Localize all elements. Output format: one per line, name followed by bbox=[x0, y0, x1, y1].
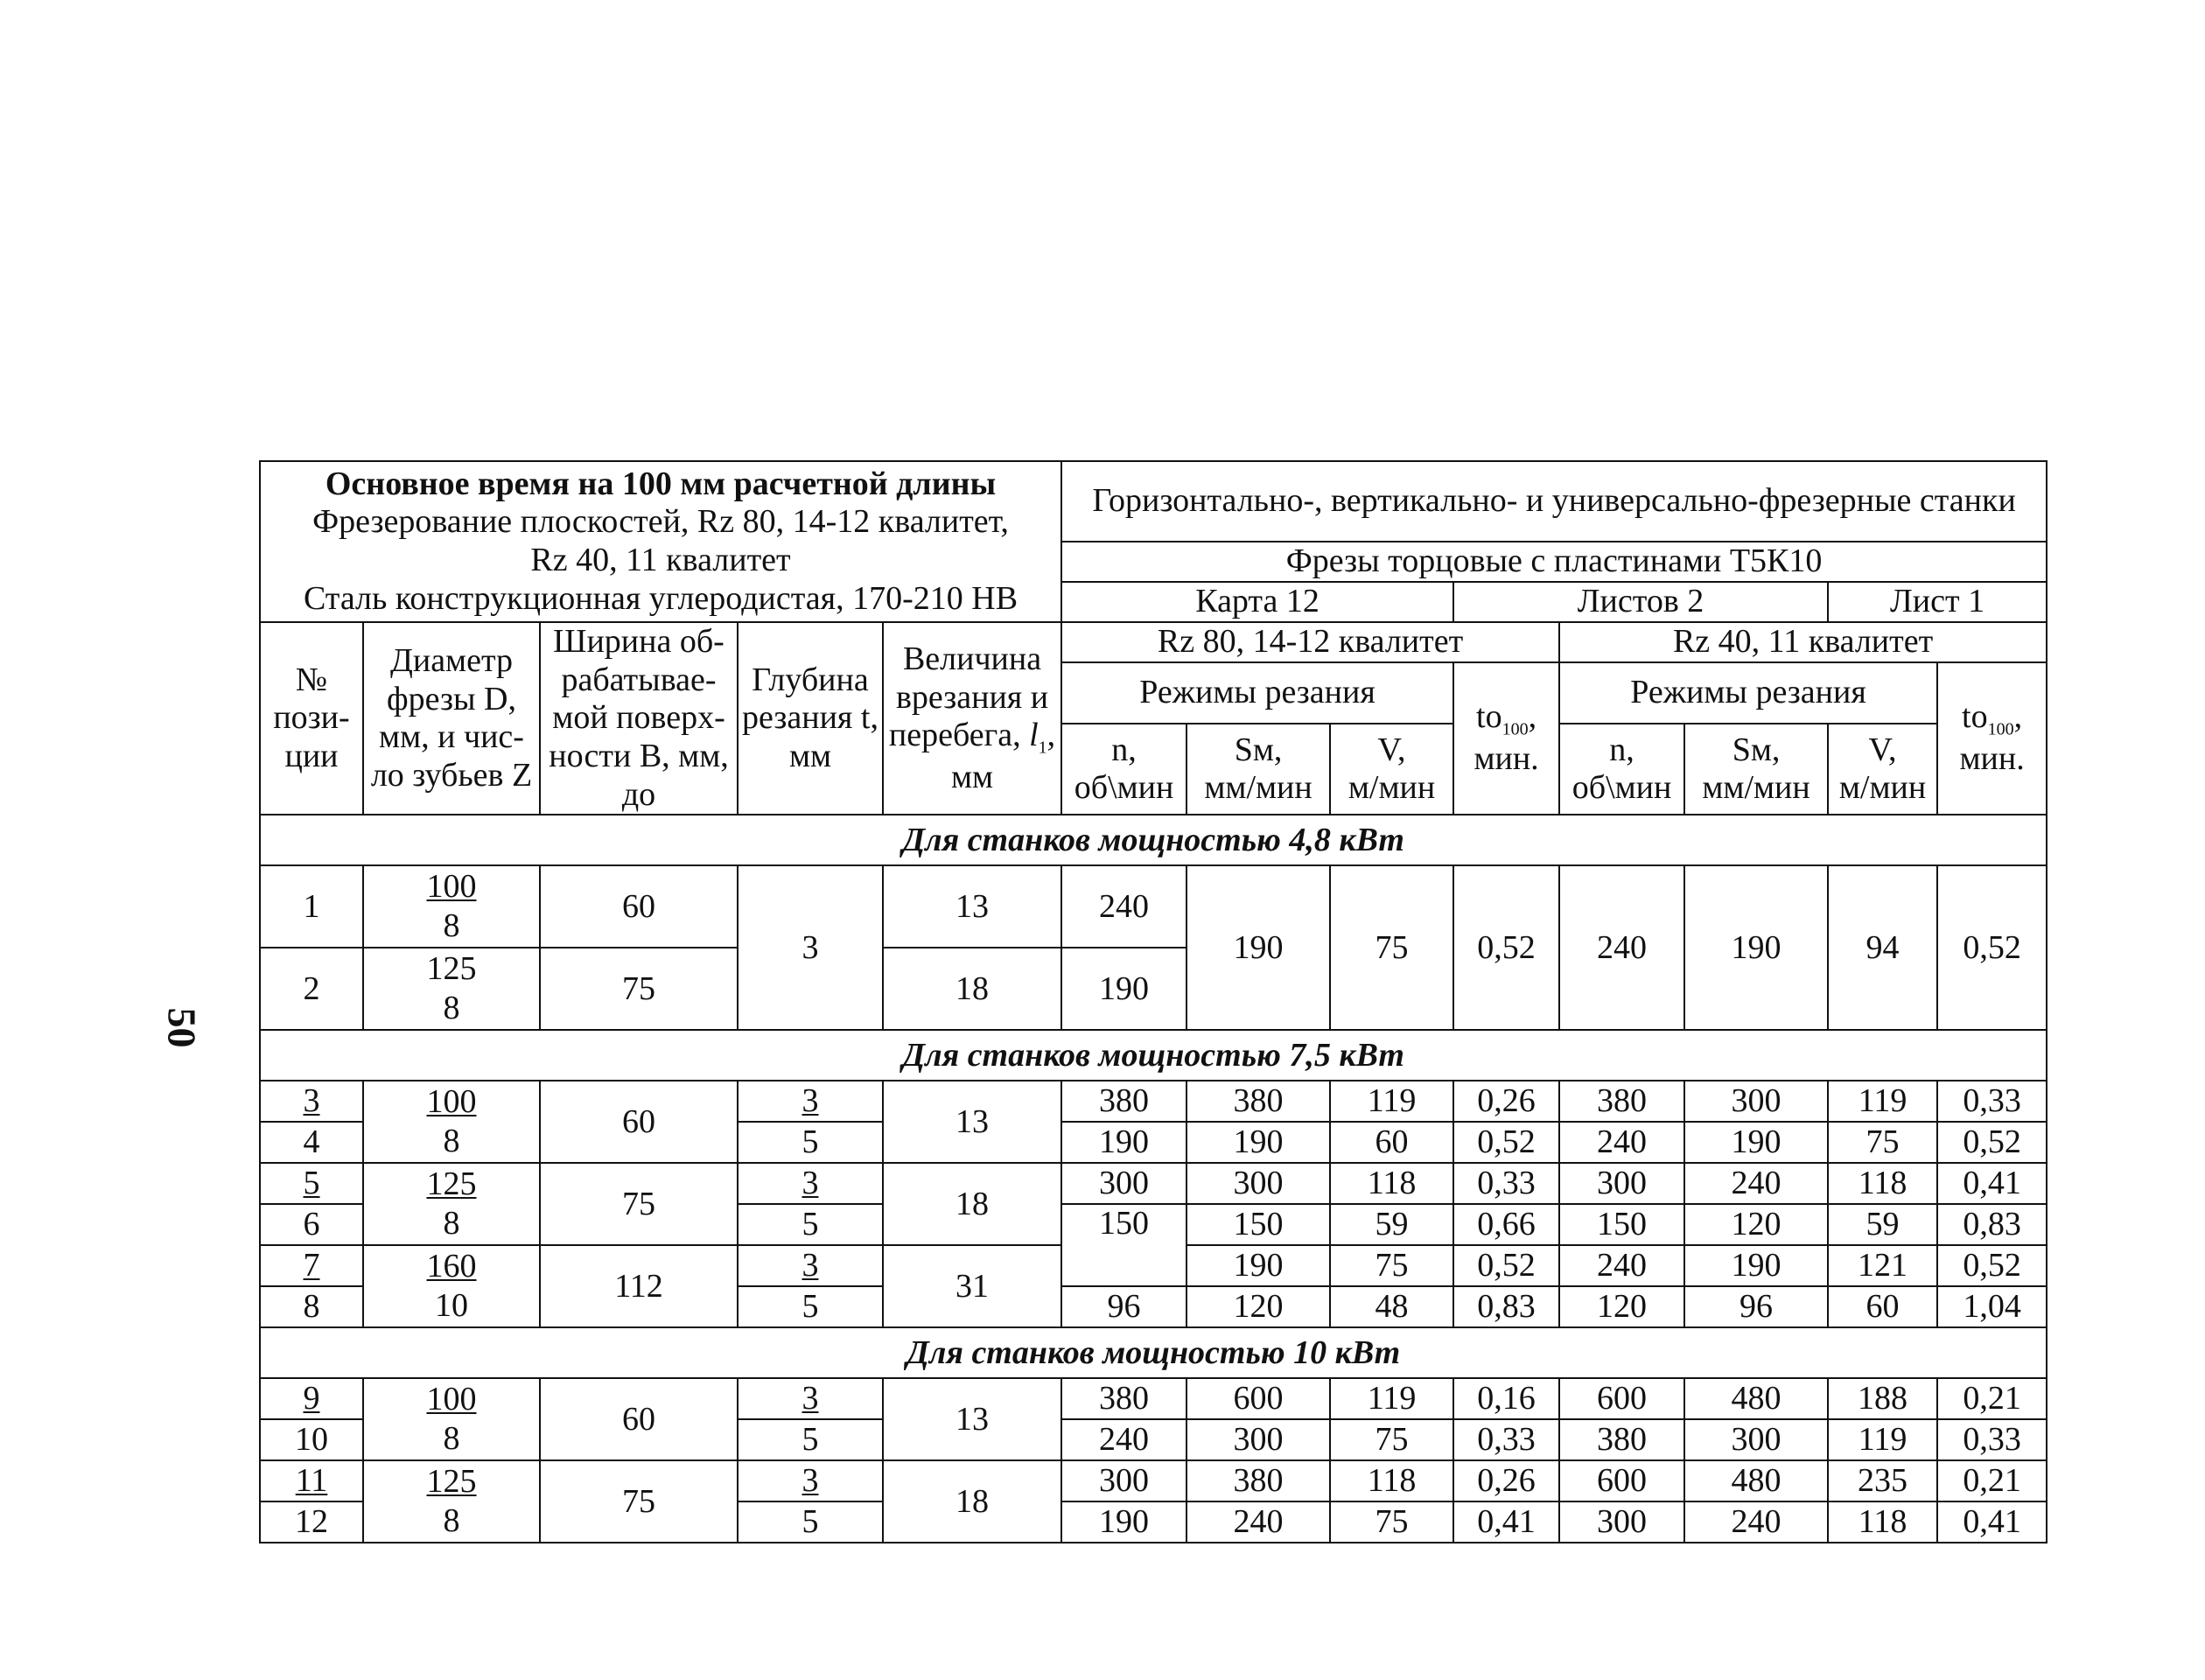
sheets-total: Листов 2 bbox=[1453, 582, 1828, 622]
table-cell: 18 bbox=[883, 1460, 1061, 1543]
table-cell: 300 bbox=[1684, 1419, 1828, 1460]
table-cell: 300 bbox=[1186, 1163, 1330, 1204]
table-cell: 60 bbox=[540, 865, 738, 948]
table-cell: 190 bbox=[1061, 1502, 1186, 1543]
table-cell: 10 bbox=[260, 1419, 363, 1460]
card-number: Карта 12 bbox=[1061, 582, 1453, 622]
table-cell: 96 bbox=[1684, 1286, 1828, 1327]
table-cell: 4 bbox=[260, 1122, 363, 1163]
table-cell: 240 bbox=[1061, 1419, 1186, 1460]
table-cell: 112 bbox=[540, 1245, 738, 1327]
n-header-rz40: n, об\мин bbox=[1559, 724, 1684, 815]
table-cell: 0,41 bbox=[1937, 1502, 2047, 1543]
table-cell: 125 8 bbox=[363, 948, 540, 1030]
table-cell: 119 bbox=[1330, 1378, 1453, 1419]
table-cell: 75 bbox=[1330, 1419, 1453, 1460]
table-cell: 300 bbox=[1186, 1419, 1330, 1460]
table-cell: 240 bbox=[1684, 1163, 1828, 1204]
table-cell: 0,52 bbox=[1937, 1122, 2047, 1163]
table-cell: 480 bbox=[1684, 1378, 1828, 1419]
table-cell: 300 bbox=[1061, 1460, 1186, 1502]
table-cell: 119 bbox=[1828, 1419, 1937, 1460]
table-cell: 0,21 bbox=[1937, 1460, 2047, 1502]
table-cell: 3 bbox=[738, 1378, 883, 1419]
table-cell: 75 bbox=[1330, 865, 1453, 1030]
table-cell: 96 bbox=[1061, 1286, 1186, 1327]
table-cell: 600 bbox=[1559, 1460, 1684, 1502]
table-cell: 75 bbox=[1330, 1502, 1453, 1543]
table-cell: 60 bbox=[540, 1378, 738, 1460]
table-cell: 240 bbox=[1061, 865, 1186, 948]
table-cell: 0,66 bbox=[1453, 1204, 1559, 1245]
table-cell: 0,52 bbox=[1937, 865, 2047, 1030]
table-cell: $\frac{100}{8}$ bbox=[363, 1378, 540, 1460]
table-cell: 75 bbox=[1330, 1245, 1453, 1286]
table-cell: 0,52 bbox=[1453, 1122, 1559, 1163]
table-cell: 5 bbox=[738, 1502, 883, 1543]
table-cell: 300 bbox=[1559, 1502, 1684, 1543]
table-title-block bbox=[260, 461, 1061, 622]
table-cell: 3 bbox=[738, 1245, 883, 1286]
table-cell: 150 bbox=[1186, 1204, 1330, 1245]
table-cell: 150 bbox=[1559, 1204, 1684, 1245]
table-cell: 190 bbox=[1186, 865, 1330, 1030]
table-cell: 240 bbox=[1559, 1122, 1684, 1163]
group-header-rz40: Rz 40, 11 квалитет bbox=[1559, 622, 2047, 662]
table-cell: 0,83 bbox=[1453, 1286, 1559, 1327]
table-cell: 12 bbox=[260, 1502, 363, 1543]
table-cell: 118 bbox=[1330, 1460, 1453, 1502]
table-cell: 300 bbox=[1061, 1163, 1186, 1204]
table-cell: 380 bbox=[1559, 1081, 1684, 1122]
table-cell: 5 bbox=[738, 1419, 883, 1460]
table-cell: 0,16 bbox=[1453, 1378, 1559, 1419]
table-cell: 31 bbox=[883, 1245, 1061, 1327]
table-cell: 190 bbox=[1684, 865, 1828, 1030]
table-cell: 0,41 bbox=[1453, 1502, 1559, 1543]
table-cell: 380 bbox=[1061, 1081, 1186, 1122]
col-header-depth: Глубина резания t, мм bbox=[738, 622, 883, 815]
table-cell: 0,83 bbox=[1937, 1204, 2047, 1245]
table-cell: 13 bbox=[883, 865, 1061, 948]
table-cell: 1 bbox=[260, 865, 363, 948]
table-cell: 75 bbox=[1828, 1122, 1937, 1163]
table-cell: 5 bbox=[260, 1163, 363, 1204]
to-header-rz80: $to_{100}$, мин. bbox=[1453, 662, 1559, 816]
table-cell: 3 bbox=[738, 1081, 883, 1122]
table-cell: 0,26 bbox=[1453, 1460, 1559, 1502]
table-cell: 5 bbox=[738, 1286, 883, 1327]
table-cell: 94 bbox=[1828, 865, 1937, 1030]
sheet-number: Лист 1 bbox=[1828, 582, 2047, 622]
table-cell: 9 bbox=[260, 1378, 363, 1419]
table-cell: 3 bbox=[738, 1460, 883, 1502]
table-cell: 3 bbox=[738, 1163, 883, 1204]
n-header-rz80: n, об\мин bbox=[1061, 724, 1186, 815]
v-header-rz80: V, м/мин bbox=[1330, 724, 1453, 815]
table-cell: 119 bbox=[1828, 1081, 1937, 1122]
table-cell: 150 bbox=[1061, 1204, 1186, 1286]
table-cell: 0,21 bbox=[1937, 1378, 2047, 1419]
table-cell: 240 bbox=[1186, 1502, 1330, 1543]
table-cell: 5 bbox=[738, 1122, 883, 1163]
table-cell: 0,33 bbox=[1453, 1163, 1559, 1204]
table-cell: 0,52 bbox=[1453, 1245, 1559, 1286]
modes-header-rz40: Режимы резания bbox=[1559, 662, 1937, 724]
sm-header-rz40: Sм, мм/мин bbox=[1684, 724, 1828, 815]
table-cell: 121 bbox=[1828, 1245, 1937, 1286]
table-cell: 380 bbox=[1186, 1081, 1330, 1122]
table-cell: 380 bbox=[1186, 1460, 1330, 1502]
table-cell: 118 bbox=[1330, 1163, 1453, 1204]
cutters-label: Фрезы торцовые с пластинами Т5К10 bbox=[1061, 542, 2047, 582]
table-cell: 190 bbox=[1186, 1245, 1330, 1286]
table-cell: 75 bbox=[540, 948, 738, 1030]
table-cell: 8 bbox=[260, 1286, 363, 1327]
section-header-10kw: Для станков мощностью 10 кВт bbox=[260, 1327, 2047, 1378]
table-cell: 190 bbox=[1061, 948, 1186, 1030]
title-line-4: Сталь конструкционная углеродистая, 170-210 HB bbox=[303, 579, 1018, 617]
table-cell: 190 bbox=[1684, 1245, 1828, 1286]
table-cell: 60 bbox=[1330, 1122, 1453, 1163]
table-cell: 480 bbox=[1684, 1460, 1828, 1502]
table-cell: 18 bbox=[883, 1163, 1061, 1245]
table-cell: 0,52 bbox=[1453, 865, 1559, 1030]
table-cell: 2 bbox=[260, 948, 363, 1030]
table-cell: 75 bbox=[540, 1460, 738, 1543]
table-cell: 118 bbox=[1828, 1163, 1937, 1204]
table-cell: 190 bbox=[1186, 1122, 1330, 1163]
table-cell: 600 bbox=[1186, 1378, 1330, 1419]
table-cell: 120 bbox=[1684, 1204, 1828, 1245]
table-cell: 120 bbox=[1186, 1286, 1330, 1327]
table-cell: 13 bbox=[883, 1378, 1061, 1460]
modes-header-rz80: Режимы резания bbox=[1061, 662, 1453, 724]
table-cell: 3 bbox=[738, 865, 883, 1030]
table-cell: 190 bbox=[1684, 1122, 1828, 1163]
table-cell: 1,04 bbox=[1937, 1286, 2047, 1327]
table-cell: 5 bbox=[738, 1204, 883, 1245]
table-cell: 60 bbox=[1828, 1286, 1937, 1327]
table-cell: 0,52 bbox=[1937, 1245, 2047, 1286]
sm-header-rz80: Sм, мм/мин bbox=[1186, 724, 1330, 815]
table-cell: 190 bbox=[1061, 1122, 1186, 1163]
machines-label: Горизонтально-, вертикально- и универсально-фрезерные станки bbox=[1061, 461, 2047, 542]
table-cell: 300 bbox=[1559, 1163, 1684, 1204]
table-cell: 600 bbox=[1559, 1378, 1684, 1419]
table-cell: 0,33 bbox=[1453, 1419, 1559, 1460]
title-line-2: Фрезерование плоскостей, Rz 80, 14-12 квалитет, bbox=[312, 503, 1009, 541]
table-cell: 120 bbox=[1559, 1286, 1684, 1327]
v-header-rz40: V, м/мин bbox=[1828, 724, 1937, 815]
col-header-approach: Величина врезания и перебега, $l_1$, мм bbox=[883, 622, 1061, 815]
table-cell: 6 bbox=[260, 1204, 363, 1245]
table-cell: 118 bbox=[1828, 1502, 1937, 1543]
table-cell: 59 bbox=[1330, 1204, 1453, 1245]
table-cell: 0,26 bbox=[1453, 1081, 1559, 1122]
table-cell: 240 bbox=[1559, 1245, 1684, 1286]
table-cell: 0,33 bbox=[1937, 1081, 2047, 1122]
table-cell: 13 bbox=[883, 1081, 1061, 1163]
table-cell: 119 bbox=[1330, 1081, 1453, 1122]
group-header-rz80: Rz 80, 14-12 квалитет bbox=[1061, 622, 1559, 662]
table-cell: 380 bbox=[1061, 1378, 1186, 1419]
table-cell: 7 bbox=[260, 1245, 363, 1286]
table-cell: 60 bbox=[540, 1081, 738, 1163]
table-cell: 3 bbox=[260, 1081, 363, 1122]
table-cell: 300 bbox=[1684, 1081, 1828, 1122]
table-cell: 240 bbox=[1559, 865, 1684, 1030]
table-cell: 0,33 bbox=[1937, 1419, 2047, 1460]
table-cell: 59 bbox=[1828, 1204, 1937, 1245]
table-cell: 11 bbox=[260, 1460, 363, 1502]
table-cell: 235 bbox=[1828, 1460, 1937, 1502]
table-cell: 48 bbox=[1330, 1286, 1453, 1327]
cutting-time-table bbox=[259, 460, 2048, 1544]
table-cell: 75 bbox=[540, 1163, 738, 1245]
table-cell: $\frac{125}{8}$ bbox=[363, 1163, 540, 1245]
to-header-rz40: $to_{100}$, мин. bbox=[1937, 662, 2047, 816]
col-header-diameter: Диаметр фрезы D, мм, и чис-ло зубьев Z bbox=[363, 622, 540, 815]
col-header-position: № пози-ции bbox=[260, 622, 363, 815]
table-cell: 0,41 bbox=[1937, 1163, 2047, 1204]
table-cell: $\frac{160}{10}$ bbox=[363, 1245, 540, 1327]
table-cell: $\frac{100}{8}$ bbox=[363, 865, 540, 948]
table-cell: 188 bbox=[1828, 1378, 1937, 1419]
table-cell: 380 bbox=[1559, 1419, 1684, 1460]
table-cell: 18 bbox=[883, 948, 1061, 1030]
page-number: 50 bbox=[159, 1007, 205, 1048]
table-cell: $\frac{100}{8}$ bbox=[363, 1081, 540, 1163]
title-main: Основное время на 100 мм расчетной длины bbox=[325, 465, 997, 502]
table-cell: $\frac{125}{8}$ bbox=[363, 1460, 540, 1543]
section-header-7-5kw: Для станков мощностью 7,5 кВт bbox=[260, 1030, 2047, 1081]
section-header-4-8kw: Для станков мощностью 4,8 кВт bbox=[260, 815, 2047, 865]
table-cell: 240 bbox=[1684, 1502, 1828, 1543]
col-header-width: Ширина об-рабатывае-мой поверх-ности В, мм, до bbox=[540, 622, 738, 815]
title-line-3: Rz 40, 11 квалитет bbox=[530, 542, 791, 578]
